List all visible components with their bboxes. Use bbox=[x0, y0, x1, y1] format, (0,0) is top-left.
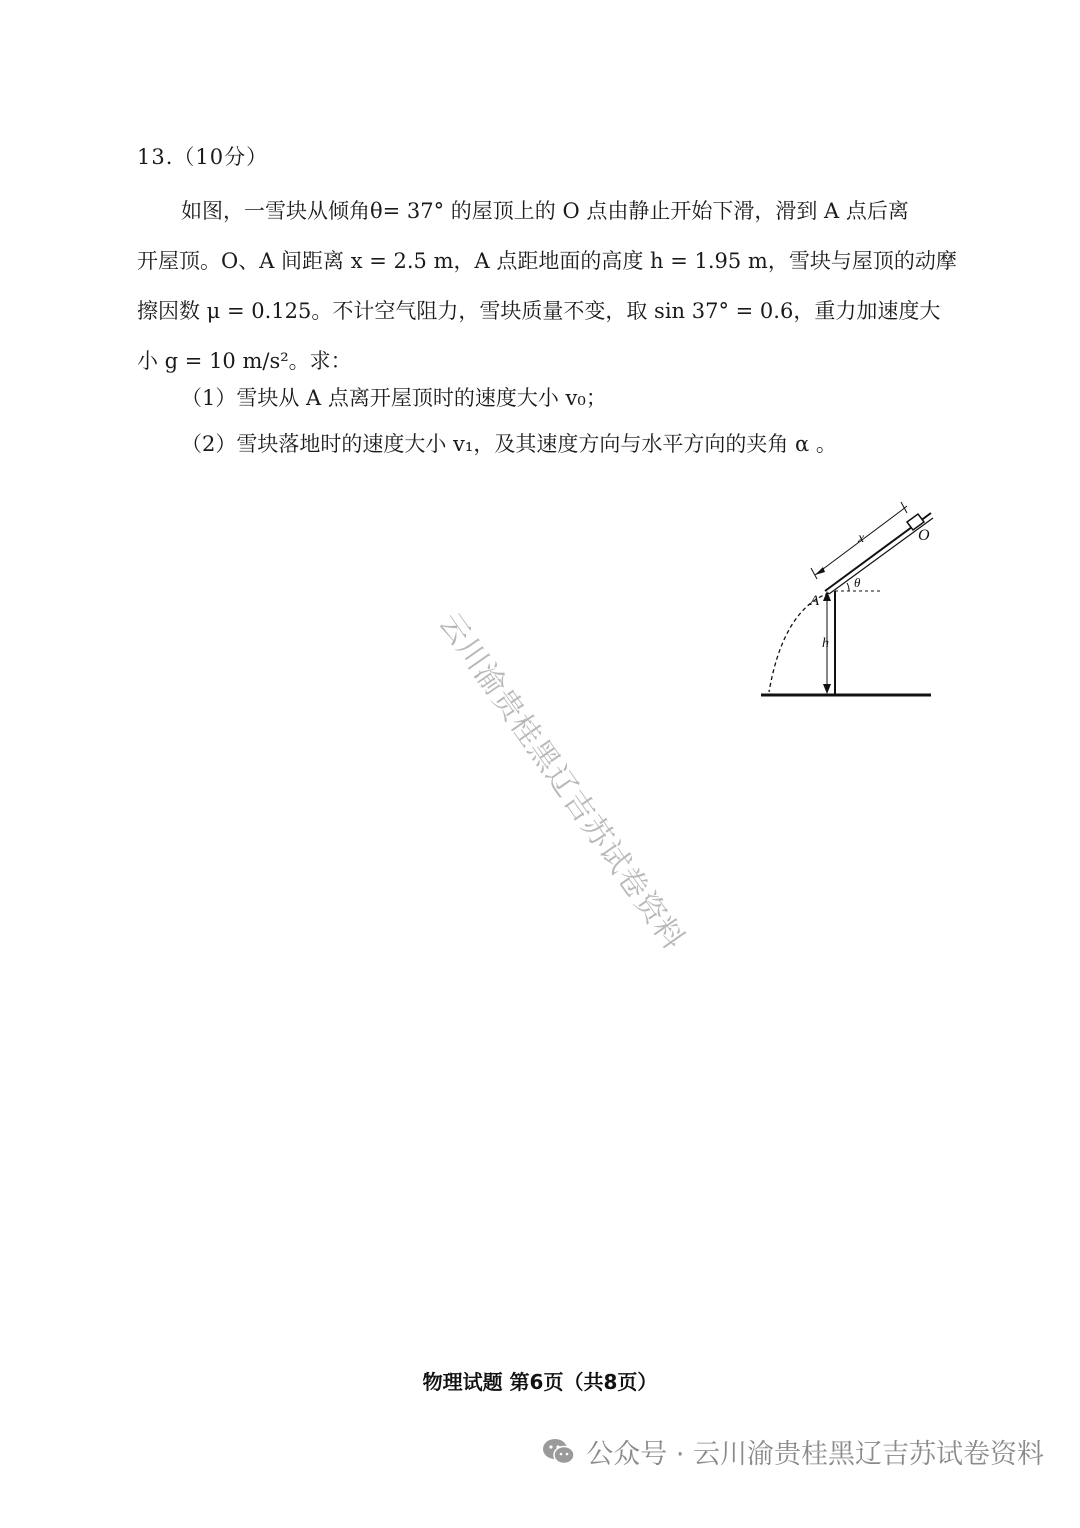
watermark-text: 云川渝贵桂黑辽吉苏试卷资料 bbox=[431, 606, 692, 957]
wechat-account-banner bbox=[542, 1432, 1044, 1471]
problem-line-4: 小 g = 10 m/s²。求： bbox=[137, 349, 352, 373]
problem-line-1: 如图，一雪块从倾角θ= 37° 的屋顶上的 O 点由静止开始下滑，滑到 A 点后离 bbox=[181, 199, 909, 223]
problem-number: 13.（10分） bbox=[137, 145, 269, 169]
label-h: h bbox=[822, 636, 829, 651]
h-arrow-bottom bbox=[823, 684, 831, 694]
problem-line-2: 开屋顶。O、A 间距离 x = 2.5 m，A 点距地面的高度 h = 1.95 m，雪块与屋顶的动摩 bbox=[137, 249, 957, 273]
page-footer: 物理试题 第6页（共8页） bbox=[422, 1370, 658, 1394]
label-A: A bbox=[810, 593, 820, 609]
label-theta: θ bbox=[854, 575, 861, 590]
sub-question-2: （2）雪块落地时的速度大小 v₁，及其速度方向与水平方向的夹角 α 。 bbox=[181, 432, 837, 456]
wechat-icon bbox=[542, 1437, 576, 1467]
label-x: x bbox=[858, 531, 865, 546]
sub-question-1: （1）雪块从 A 点离开屋顶时的速度大小 v₀； bbox=[181, 386, 607, 410]
roof-diagram bbox=[755, 495, 950, 710]
wechat-account-text: 公众号 · 云川渝贵桂黑辽吉苏试卷资料 bbox=[586, 1439, 1044, 1470]
trajectory-curve bbox=[769, 593, 829, 692]
label-O: O bbox=[918, 527, 930, 544]
problem-statement bbox=[137, 186, 957, 386]
problem-line-3: 擦因数 μ = 0.125。不计空气阻力，雪块质量不变，取 sin 37° = 0.6，重力加速度大 bbox=[137, 299, 941, 323]
h-arrow-top bbox=[823, 591, 831, 601]
theta-arc bbox=[847, 583, 849, 591]
